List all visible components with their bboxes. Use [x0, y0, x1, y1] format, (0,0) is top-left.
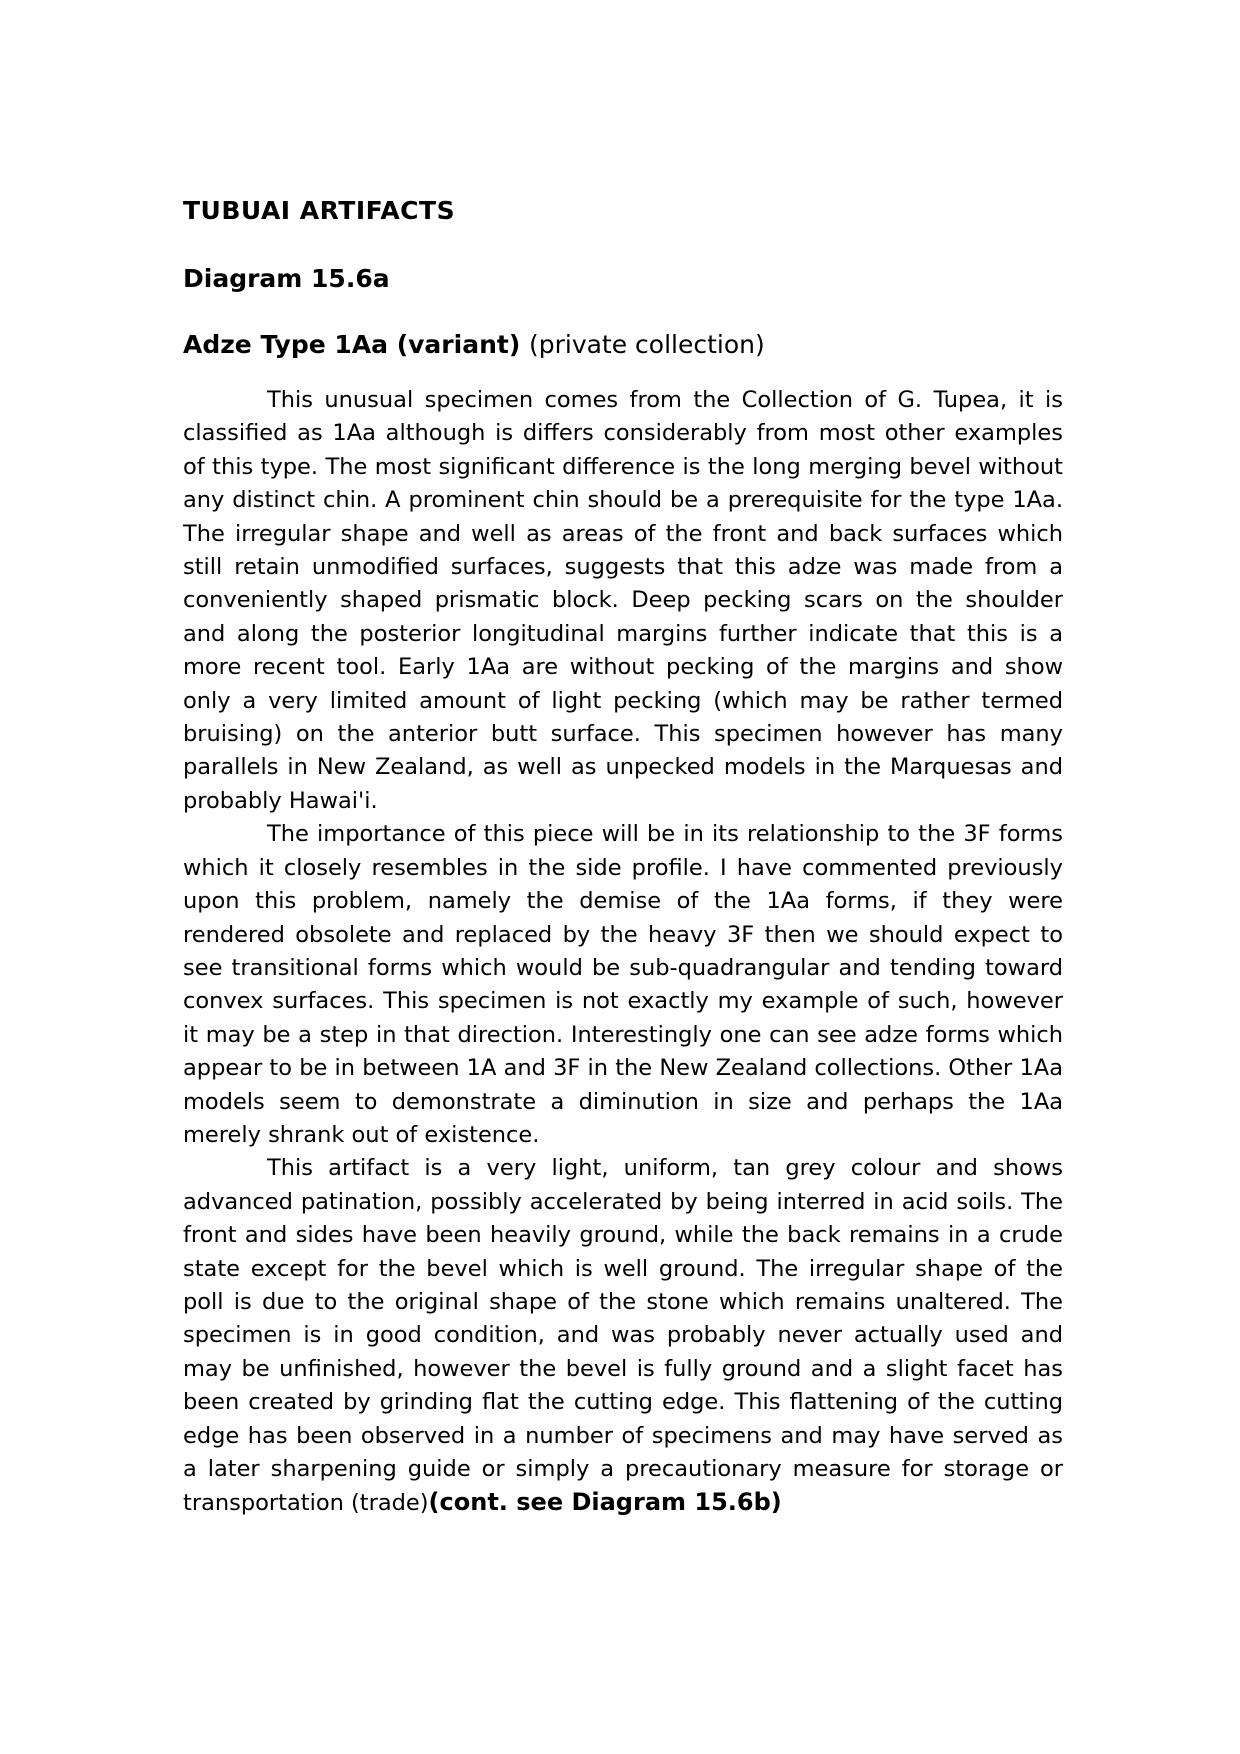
section-heading-bold: Adze Type 1Aa (variant): [183, 330, 521, 359]
section-heading: [183, 330, 1063, 360]
body-paragraph-3: [183, 1152, 1063, 1520]
document-page: [183, 196, 1063, 1521]
document-title: TUBUAI ARTIFACTS: [183, 196, 456, 225]
body-paragraph-3-text: This artifact is a very light, uniform, tan grey colour and shows advanced patination, possibly accelerated by being interred in acid soils. The front and sides have been heavily ground, while the back remains in a crude state except for the bevel which is well ground. The irregular shape of the poll is due to the original shape of the stone which remains unaltered. The specimen is in good condition, and was probably never actually used and may be unfinished, however the bevel is fully ground and a slight facet has been created by grinding flat the cutting edge. This flattening of the cutting edge has been observed in a number of specimens and may have served as a later sharpening guide or simply a precautionary measure for storage or transportation (trade): [183, 1155, 1063, 1517]
section-heading-note: (private collection): [528, 330, 765, 359]
diagram-label: Diagram 15.6a: [183, 264, 390, 293]
body-paragraph-1: This unusual specimen comes from the Collection of G. Tupea, it is classified as 1Aa although is differs considerably from most other examples of this type. The most significant difference is the long merging bevel without any distinct chin. A prominent chin should be a prerequisite for the type 1Aa. The irregular shape and well as areas of the front and back surfaces which still retain unmodified surfaces, suggests that this adze was made from a conveniently shaped prismatic block. Deep pecking scars on the shoulder and along the posterior longitudinal margins further indicate that this is a more recent tool. Early 1Aa are without pecking of the margins and show only a very limited amount of light pecking (which may be rather termed bruising) on the anterior butt surface. This specimen however has many parallels in New Zealand, as well as unpecked models in the Marquesas and probably Hawai'i.: [183, 387, 1063, 814]
continuation-note: (cont. see Diagram 15.6b): [428, 1488, 782, 1517]
body-paragraph-2: The importance of this piece will be in its relationship to the 3F forms which it closely resembles in the side profile. I have commented previously upon this problem, namely the demise of the 1Aa forms, if they were rendered obsolete and replaced by the heavy 3F then we should expect to see transitional forms which would be sub-quadrangular and tending toward convex surfaces. This specimen is not exactly my example of such, however it may be a step in that direction. Interestingly one can see adze forms which appear to be in between 1A and 3F in the New Zealand collections. Other 1Aa models seem to demonstrate a diminution in size and perhaps the 1Aa merely shrank out of existence.: [183, 821, 1063, 1148]
